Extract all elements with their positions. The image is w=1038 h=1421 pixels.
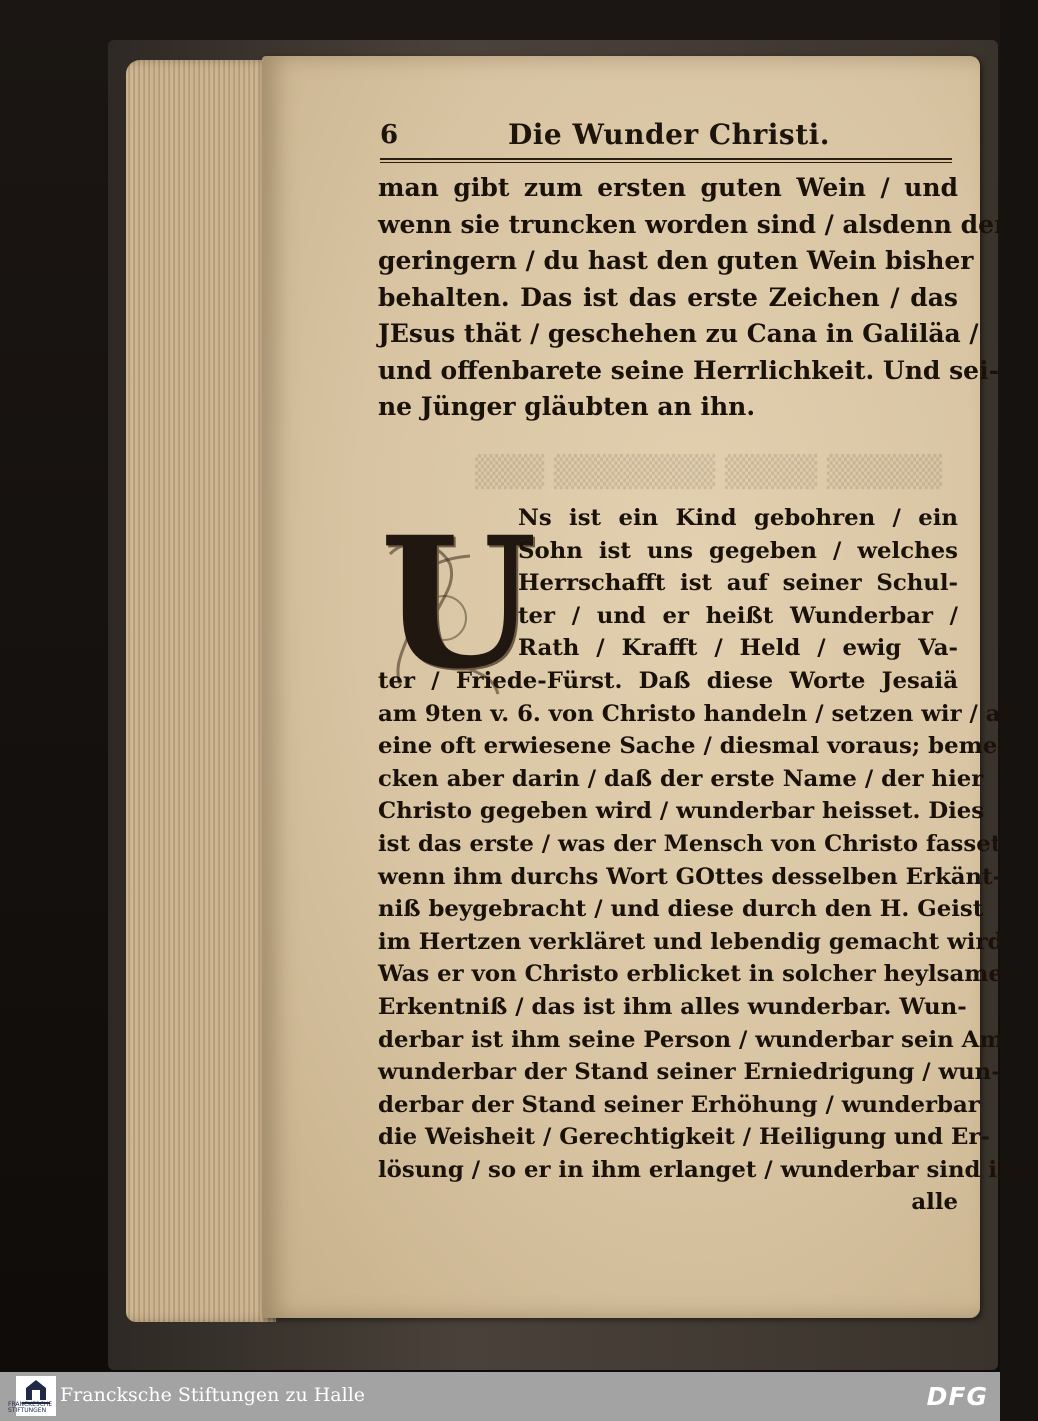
running-title: Die Wunder Christi. bbox=[508, 118, 831, 151]
text-line: am 9ten v. 6. von Christo handeln / setzen wir / als bbox=[378, 700, 1023, 727]
text-line: ne Jünger gläubten an ihn. bbox=[378, 392, 756, 421]
text-line: Christo gegeben wird / wunderbar heisset. Dies bbox=[378, 798, 985, 825]
text-line: niß beygebracht / und diese durch den H. Geist bbox=[378, 896, 984, 923]
viewer-footer bbox=[0, 1372, 1000, 1421]
book-page bbox=[262, 56, 1038, 1318]
institution-name[interactable]: Francksche Stiftungen zu Halle bbox=[60, 1384, 366, 1406]
sponsor-logo[interactable]: DFG bbox=[926, 1382, 988, 1411]
institution-logo-label: FRANCKESCHE STIFTUNGEN bbox=[8, 1401, 53, 1414]
header-rule bbox=[380, 158, 952, 163]
text-line: Rath / Krafft / Held / ewig Va- bbox=[518, 635, 958, 662]
text-line: JEsus thät / geschehen zu Cana in Galiläa / bbox=[378, 319, 979, 348]
paragraph-1 bbox=[378, 170, 1013, 426]
text-line: wunderbar der Stand seiner Erniedrigung / wun- bbox=[378, 1059, 1001, 1086]
catchword: alle bbox=[911, 1189, 958, 1216]
text-line: behalten. Das ist das erste Zeichen / das bbox=[378, 282, 958, 312]
text-line: und offenbarete seine Herrlichkeit. Und sei- bbox=[378, 355, 999, 385]
page-edges bbox=[126, 60, 276, 1322]
text-line: ter / Friede-Fürst. Daß diese Worte Jesaiä bbox=[378, 667, 958, 694]
text-line: derbar ist ihm seine Person / wunderbar sein Amt / bbox=[378, 1026, 1031, 1053]
page-header bbox=[380, 114, 950, 154]
text-line: Sohn ist uns gegeben / welches bbox=[518, 537, 958, 564]
text-line: im Hertzen verkläret und lebendig gemacht wird. bbox=[378, 928, 1012, 955]
text-line: eine oft erwiesene Sache / diesmal voraus; bemer- bbox=[378, 733, 1019, 760]
text-line: cken aber darin / daß der erste Name / der hier bbox=[378, 765, 984, 792]
show-through-texture: ▒▒▒▒▒ ▒▒▒▒ ▒▒▒▒▒▒▒ ▒▒▒ bbox=[475, 455, 942, 490]
text-line: ist das erste / was der Mensch von Christo fasset / bbox=[378, 830, 1018, 857]
text-line: die Weisheit / Gerechtigkeit / Heiligung und Er- bbox=[378, 1124, 990, 1151]
text-line: Herrschafft ist auf seiner Schul- bbox=[518, 570, 958, 597]
text-line: wenn ihm durchs Wort GOttes desselben Erkänt- bbox=[378, 863, 1003, 890]
text-line: Erkentniß / das ist ihm alles wunderbar. Wun- bbox=[378, 993, 967, 1020]
text-line: wenn sie truncken worden sind / alsdenn den bbox=[378, 209, 1013, 239]
initial-letter: U bbox=[380, 498, 537, 709]
page-number: 6 bbox=[380, 120, 399, 150]
text-line: derbar der Stand seiner Erhöhung / wunderbar bbox=[378, 1091, 980, 1118]
text-line: man gibt zum ersten guten Wein / und bbox=[378, 173, 958, 202]
text-line: Ns ist ein Kind gebohren / ein bbox=[518, 505, 958, 531]
text-line: ter / und er heißt Wunderbar / bbox=[518, 602, 958, 629]
text-line: lösung / so er in ihm erlanget / wunderbar sind ihm bbox=[378, 1156, 1038, 1183]
text-line: geringern / du hast den guten Wein bisher bbox=[378, 246, 974, 275]
paragraph-2 bbox=[378, 498, 1038, 1219]
text-line: Was er von Christo erblicket in solcher heylsamen bbox=[378, 961, 1020, 988]
